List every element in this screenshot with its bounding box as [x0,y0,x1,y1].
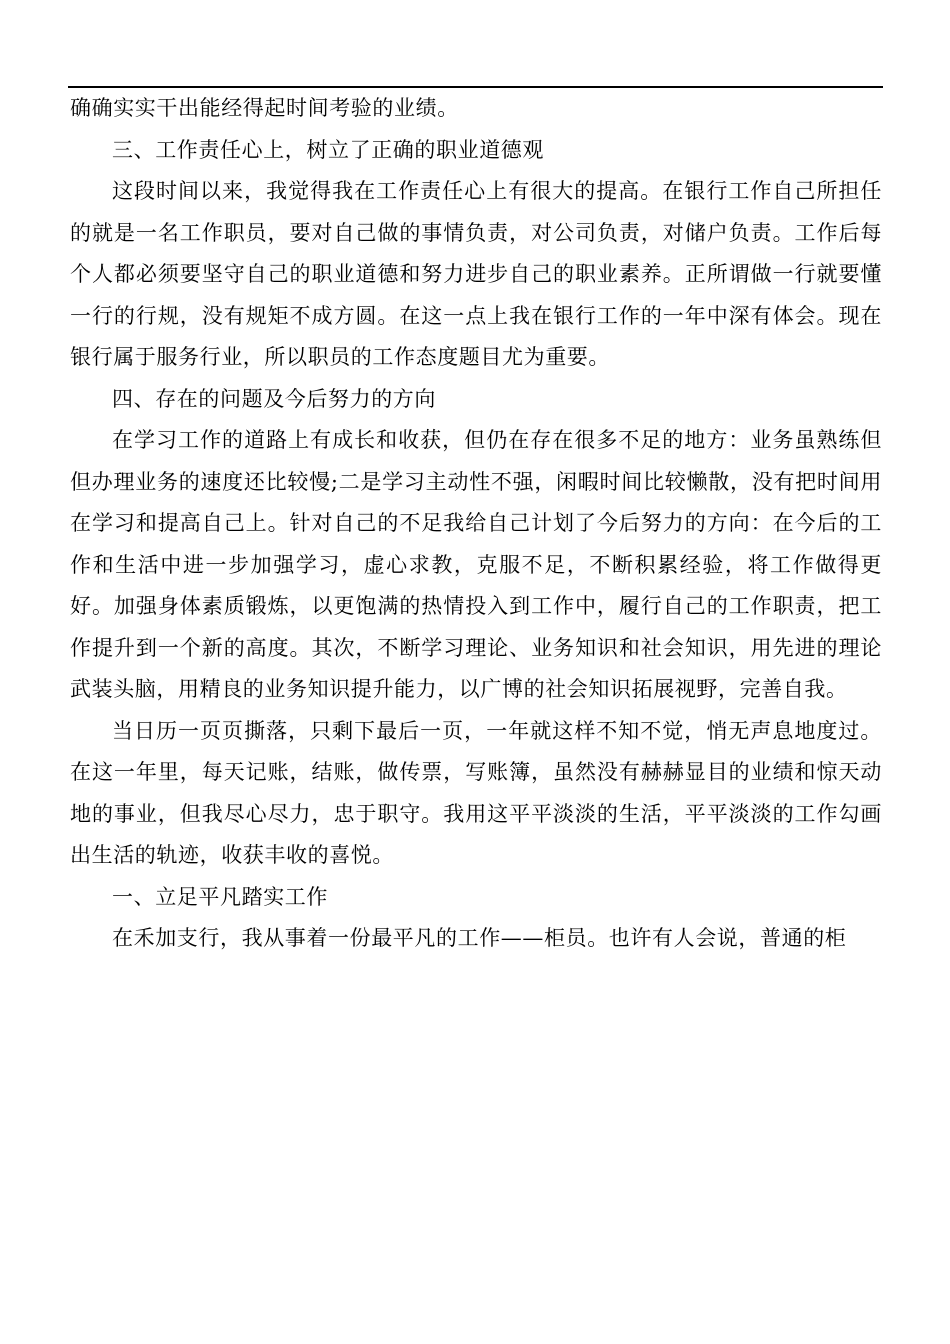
paragraph-year-review: 当日历一页页撕落，只剩下最后一页，一年就这样不知不觉，悄无声息地度过。在这一年里，每天记账，结账，做传票，写账簿，虽然没有赫赫显目的业绩和惊天动地的事业，但我尽心尽力，忠于职守。我用这平平淡淡的生活，平平淡淡的工作勾画出生活的轨迹，收获丰收的喜悦。 [70,718,882,867]
section-heading-3: 三、工作责任心上，树立了正确的职业道德观 [112,137,544,162]
paragraph-problems: 在学习工作的道路上有成长和收获，但仍在存在很多不足的地方：业务虽熟练但但办理业务的速度还比较慢;二是学习主动性不强，闲暇时间比较懒散，没有把时间用在学习和提高自己上。针对自己的不足我给自己计划了今后努力的方向：在今后的工作和生活中进一步加强学习，虚心求教，克服不足，不断积累经验，将工作做得更好。加强身体素质锻炼，以更饱满的热情投入到工作中，履行自己的工作职责，把工作提升到一个新的高度。其次，不断学习理论、业务知识和社会知识，用先进的理论武装头脑，用精良的业务知识提升能力，以广博的社会知识拓展视野，完善自我。 [70,428,882,701]
section-heading-4: 四、存在的问题及今后努力的方向 [112,386,436,411]
paragraph-continuation: 确确实实干出能经得起时间考验的业绩。 [70,96,459,120]
document-body [70,88,882,960]
section-heading-1: 一、立足平凡踏实工作 [112,884,328,909]
paragraph-responsibility: 这段时间以来，我觉得我在工作责任心上有很大的提高。在银行工作自己所担任的就是一名工作职员，要对自己做的事情负责，对公司负责，对储户负责。工作后每个人都必须要坚守自己的职业道德和努力进步自己的职业素养。正所谓做一行就要懂一行的行规，没有规矩不成方圆。在这一点上我在银行工作的一年中深有体会。现在银行属于服务行业，所以职员的工作态度题目尤为重要。 [70,179,882,369]
paragraph-teller: 在禾加支行，我从事着一份最平凡的工作——柜员。也许有人会说，普通的柜 [112,926,847,950]
